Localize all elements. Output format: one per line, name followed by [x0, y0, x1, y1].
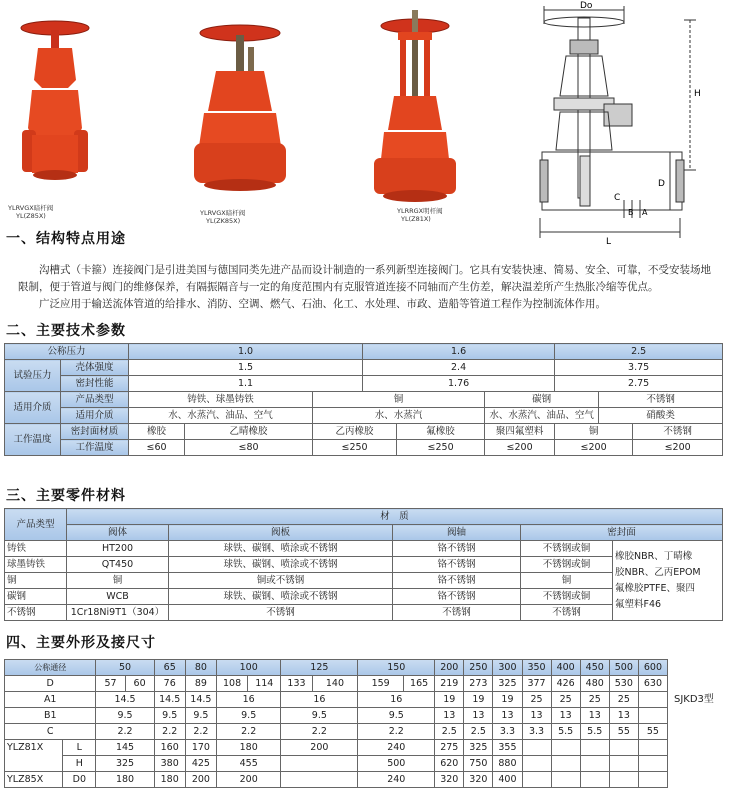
material-cols-row: [5, 525, 723, 541]
material-sealface: 不锈钢或铜: [521, 541, 613, 557]
dim-value: 180: [216, 740, 280, 756]
ptype-1: 铸铁、球墨铸铁: [129, 392, 313, 408]
pressure-3: 2.5: [555, 344, 723, 360]
worktemp-6: ≤200: [555, 440, 633, 456]
dim-value: 14.5: [96, 692, 154, 708]
rubber-note: 橡胶NBR、丁晴橡 胶NBR、乙丙EPOM 氟橡胶PTFE、聚四 氟塑料F46: [613, 541, 723, 621]
dim-value: 2.2: [185, 724, 216, 740]
dn-value: 125: [281, 660, 358, 676]
material-body: HT200: [67, 541, 169, 557]
dim-label: L: [63, 740, 96, 756]
valve-photo-3: [370, 8, 460, 208]
dim-value: 240: [358, 772, 435, 788]
dim-value: 13: [580, 708, 609, 724]
dim-value: 19: [435, 692, 464, 708]
sealmat-label: 密封面材质: [61, 424, 129, 440]
material-type: 铜: [5, 573, 67, 589]
dim-value: 9.5: [185, 708, 216, 724]
material-sealface: 不锈钢或铜: [521, 557, 613, 573]
material-shaft: 铬不锈钢: [393, 589, 521, 605]
seal-1: 1.1: [129, 376, 363, 392]
shell-2: 2.4: [363, 360, 555, 376]
worktemp-7: ≤200: [633, 440, 723, 456]
dim-row-a1: [5, 692, 668, 708]
dim-row-h: [5, 756, 668, 772]
label-h: H: [694, 89, 701, 99]
tech-row-worktemp: [5, 440, 723, 456]
dn-value: 200: [435, 660, 464, 676]
ptype-2: 铜: [313, 392, 485, 408]
dim-value: 13: [493, 708, 522, 724]
dn-label: 公称通径: [5, 660, 96, 676]
dn-value: 500: [609, 660, 638, 676]
dim-value: 19: [493, 692, 522, 708]
nominal-label: 公称压力: [5, 344, 129, 360]
dim-value: 140: [312, 676, 358, 692]
section4-title: 四、主要外形及接尺寸: [6, 635, 156, 651]
dim-value: 325: [493, 676, 522, 692]
dim-value: 426: [551, 676, 580, 692]
dim-value: 60: [125, 676, 154, 692]
dn-value: 100: [216, 660, 280, 676]
dim-value: 2.5: [435, 724, 464, 740]
label-c: C: [614, 193, 621, 203]
label-l: L: [606, 237, 612, 245]
material-plate: 铜或不锈钢: [169, 573, 393, 589]
material-type: 碳钢: [5, 589, 67, 605]
dim-value: 19: [464, 692, 493, 708]
dim-value: 325: [464, 740, 493, 756]
dim-value: 750: [464, 756, 493, 772]
dim-value: 13: [435, 708, 464, 724]
tech-row-seal: [5, 376, 723, 392]
ptype-4: 不锈钢: [599, 392, 723, 408]
dim-row-d0: [5, 772, 668, 788]
dim-value: 425: [185, 756, 216, 772]
group-label-z85x: YLZ85X: [5, 772, 63, 788]
parts-material-table: [4, 508, 723, 621]
dim-value: 180: [96, 772, 154, 788]
dimension-diagram: [520, 0, 730, 245]
material-sealface: 不锈钢: [521, 605, 613, 621]
temp-label: 工作温度: [5, 424, 61, 456]
section1-para2: 广泛应用于输送流体管道的给排水、消防、空调、燃气、石油、化工、水处理、市政、造船等管道工程作为控制流体作用。: [39, 298, 606, 310]
material-type: 球墨铸铁: [5, 557, 67, 573]
dn-value: 80: [185, 660, 216, 676]
amedium-3: 水、水蒸汽、油品、空气: [485, 408, 599, 424]
material-type: 不锈钢: [5, 605, 67, 621]
dn-value: 65: [154, 660, 185, 676]
dim-value: 3.3: [493, 724, 522, 740]
dim-value: 114: [248, 676, 281, 692]
dim-value: 325: [96, 756, 154, 772]
section2-title: 二、主要技术参数: [6, 323, 126, 339]
dim-value: 108: [216, 676, 247, 692]
label-d: D: [658, 179, 665, 189]
ptype-head: 产品类型: [5, 509, 67, 541]
dim-value: 25: [580, 692, 609, 708]
dim-value: 2.2: [216, 724, 280, 740]
amedium-2: 水、水蒸汽: [313, 408, 485, 424]
amedium-label: 适用介质: [61, 408, 129, 424]
dim-value: 55: [638, 724, 667, 740]
dim-label: D0: [63, 772, 96, 788]
dim-value: 500: [358, 756, 435, 772]
product-caption-3: YLRRGX明杆阀 YL(Z81X): [397, 207, 443, 223]
worktemp-1: ≤60: [129, 440, 185, 456]
dim-value: 57: [96, 676, 125, 692]
col-plate: 阀板: [169, 525, 393, 541]
pressure-1: 1.0: [129, 344, 363, 360]
dim-value: 180: [154, 772, 185, 788]
dim-value: 2.2: [358, 724, 435, 740]
label-a: A: [642, 208, 648, 217]
dim-value: 200: [185, 772, 216, 788]
product-caption-1: YLRVGX暗杆阀 YL(Z85X): [8, 204, 54, 220]
label-b: B: [628, 208, 634, 217]
test-label: 试验压力: [5, 360, 61, 392]
dim-value: 2.5: [464, 724, 493, 740]
dim-row-l: [5, 740, 668, 756]
dim-value: 170: [185, 740, 216, 756]
material-shaft: 铬不锈钢: [393, 573, 521, 589]
dim-value: 25: [522, 692, 551, 708]
dim-value: 76: [154, 676, 185, 692]
dim-value: 355: [493, 740, 522, 756]
shell-1: 1.5: [129, 360, 363, 376]
dim-value: 9.5: [281, 708, 358, 724]
dim-value: 377: [522, 676, 551, 692]
dn-value: 150: [358, 660, 435, 676]
seal-label: 密封性能: [61, 376, 129, 392]
worktemp-2: ≤80: [185, 440, 313, 456]
material-head-row: [5, 509, 723, 525]
material-body: 1Cr18Ni9T1（304）: [67, 605, 169, 621]
dim-row-d: [5, 676, 668, 692]
sealmat-6: 铜: [555, 424, 633, 440]
dim-value: 9.5: [216, 708, 280, 724]
dim-value: 16: [281, 692, 358, 708]
dim-value: 275: [435, 740, 464, 756]
section3-title: 三、主要零件材料: [6, 488, 126, 504]
amedium-4: 硝酸类: [599, 408, 723, 424]
tech-params-table: [4, 343, 723, 456]
dn-value: 50: [96, 660, 154, 676]
shell-label: 壳体强度: [61, 360, 129, 376]
ptype-label: 产品类型: [61, 392, 129, 408]
dim-value: 14.5: [185, 692, 216, 708]
material-shaft: 不锈钢: [393, 605, 521, 621]
model-note: SJKD3型: [674, 694, 714, 705]
dim-value: 480: [580, 676, 609, 692]
dim-value: 200: [281, 740, 358, 756]
product-caption-2: YLRVGX暗杆阀 YL(ZK85X): [200, 209, 246, 225]
amedium-1: 水、水蒸汽、油品、空气: [129, 408, 313, 424]
dim-value: 160: [154, 740, 185, 756]
dim-value: 9.5: [96, 708, 154, 724]
worktemp-5: ≤200: [485, 440, 555, 456]
dim-value: 5.5: [551, 724, 580, 740]
dim-value: 320: [464, 772, 493, 788]
material-sealface: 不锈钢或铜: [521, 589, 613, 605]
dim-value: 219: [435, 676, 464, 692]
material-sealface: 铜: [521, 573, 613, 589]
dim-value: 13: [609, 708, 638, 724]
sealmat-4: 氟橡胶: [397, 424, 485, 440]
sealmat-1: 橡胶: [129, 424, 185, 440]
col-body: 阀体: [67, 525, 169, 541]
dim-value: 9.5: [154, 708, 185, 724]
dim-value: 9.5: [358, 708, 435, 724]
dim-value: 13: [464, 708, 493, 724]
dim-value: 273: [464, 676, 493, 692]
dim-label: C: [5, 724, 96, 740]
material-body: WCB: [67, 589, 169, 605]
tech-row-amedium: [5, 408, 723, 424]
label-do: Do: [580, 1, 593, 11]
section1-para1: 沟槽式（卡箍）连接阀门是引进美国与德国同类先进产品而设计制造的一系列新型连接阀门。它具有安装快速、简易、安全、可靠，不受安装场地限制，便于管道与阀门的维修保养，有隔振隔音与一定的角度范围内有克服管道连接不同轴而产生仿差，解决温差所产生热胀冷缩等优点。: [18, 264, 711, 293]
material-shaft: 铬不锈钢: [393, 557, 521, 573]
material-shaft: 铬不锈钢: [393, 541, 521, 557]
material-body: 铜: [67, 573, 169, 589]
section1-title: 一、结构特点用途: [6, 231, 126, 247]
material-body: QT450: [67, 557, 169, 573]
seal-2: 1.76: [363, 376, 555, 392]
dn-value: 250: [464, 660, 493, 676]
medium-label: 适用介质: [5, 392, 61, 424]
seal-3: 2.75: [555, 376, 723, 392]
dn-row: [5, 660, 668, 676]
material-row: [5, 541, 723, 557]
material-plate: 不锈钢: [169, 605, 393, 621]
dim-value: 13: [522, 708, 551, 724]
valve-photo-1: [10, 10, 100, 200]
dim-value: 2.2: [96, 724, 154, 740]
shell-3: 3.75: [555, 360, 723, 376]
dim-label: D: [5, 676, 96, 692]
sealmat-3: 乙丙橡胶: [313, 424, 397, 440]
dim-value: 16: [216, 692, 280, 708]
dim-value: 380: [154, 756, 185, 772]
worktemp-label: 工作温度: [61, 440, 129, 456]
dim-value: 455: [216, 756, 280, 772]
dim-value: 14.5: [154, 692, 185, 708]
tech-row-nominal: [5, 344, 723, 360]
dim-value: 530: [609, 676, 638, 692]
dim-value: 13: [551, 708, 580, 724]
worktemp-4: ≤250: [397, 440, 485, 456]
tech-row-sealmat: [5, 424, 723, 440]
dim-label: B1: [5, 708, 96, 724]
dim-value: 630: [638, 676, 667, 692]
col-shaft: 阀轴: [393, 525, 521, 541]
dim-value: 2.2: [154, 724, 185, 740]
dim-value: 16: [358, 692, 435, 708]
ptype-3: 碳钢: [485, 392, 599, 408]
dim-label: H: [63, 756, 96, 772]
dim-value: 2.2: [281, 724, 358, 740]
dim-value: 400: [493, 772, 522, 788]
sealmat-2: 乙晴橡胶: [185, 424, 313, 440]
dim-value: 89: [185, 676, 216, 692]
valve-photo-2: [190, 15, 290, 205]
dim-label: A1: [5, 692, 96, 708]
dim-value: 25: [551, 692, 580, 708]
dim-value: 320: [435, 772, 464, 788]
tech-row-ptype: [5, 392, 723, 408]
pressure-2: 1.6: [363, 344, 555, 360]
dim-value: 133: [281, 676, 312, 692]
dn-value: 400: [551, 660, 580, 676]
dn-value: 350: [522, 660, 551, 676]
material-head: 材 质: [67, 509, 723, 525]
tech-row-shell: [5, 360, 723, 376]
dn-value: 300: [493, 660, 522, 676]
sealmat-7: 不锈钢: [633, 424, 723, 440]
dn-value: 450: [580, 660, 609, 676]
dim-value: 25: [609, 692, 638, 708]
dn-value: 600: [638, 660, 667, 676]
dim-value: 165: [404, 676, 435, 692]
dim-value: 159: [358, 676, 404, 692]
dim-value: 240: [358, 740, 435, 756]
dimensions-table: [4, 659, 668, 788]
material-plate: 球铁、碳钢、喷涂或不锈钢: [169, 589, 393, 605]
material-plate: 球铁、碳钢、喷涂或不锈钢: [169, 541, 393, 557]
dim-value: 55: [609, 724, 638, 740]
material-plate: 球铁、碳钢、喷涂或不锈钢: [169, 557, 393, 573]
dim-value: 880: [493, 756, 522, 772]
dim-value: 200: [216, 772, 280, 788]
dim-value: 5.5: [580, 724, 609, 740]
worktemp-3: ≤250: [313, 440, 397, 456]
col-sealface: 密封面: [521, 525, 723, 541]
material-type: 铸铁: [5, 541, 67, 557]
dim-value: 3.3: [522, 724, 551, 740]
dim-value: 620: [435, 756, 464, 772]
dim-value: 145: [96, 740, 154, 756]
group-label-z81x: YLZ81X: [5, 740, 63, 756]
sealmat-5: 聚四氟塑料: [485, 424, 555, 440]
dim-row-c: [5, 724, 668, 740]
dim-row-b1: [5, 708, 668, 724]
